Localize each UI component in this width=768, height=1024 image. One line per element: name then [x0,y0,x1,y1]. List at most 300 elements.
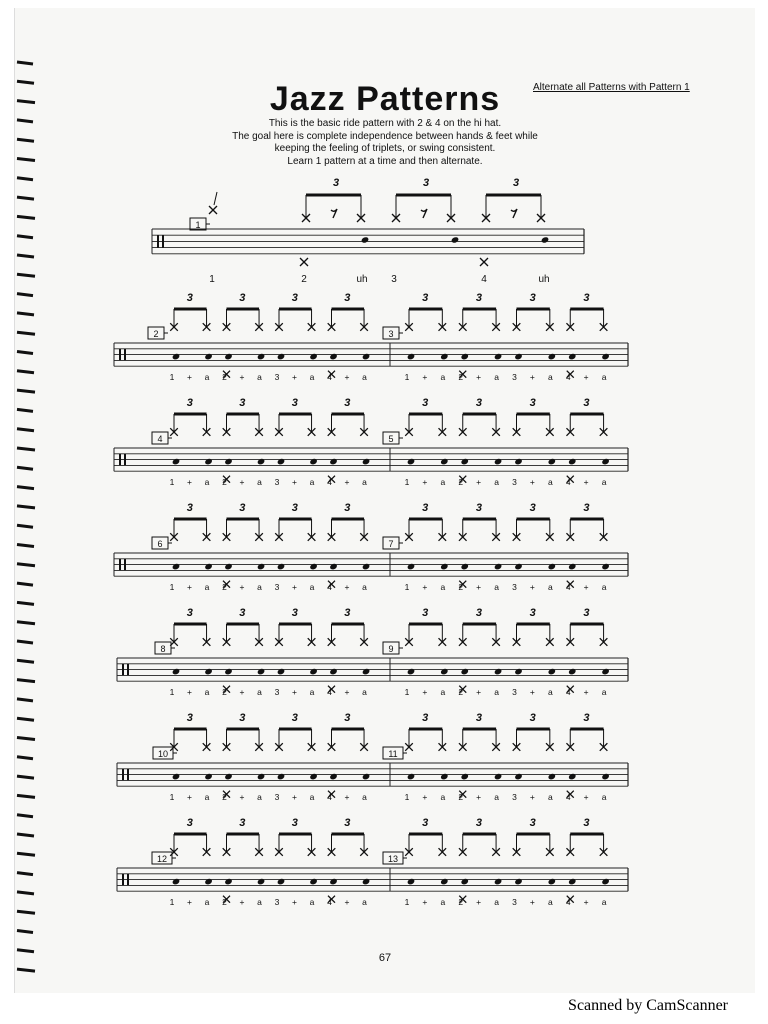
count-label: a [309,372,315,382]
pattern-number: 5 [388,434,394,444]
pattern-number: 6 [157,539,163,549]
count-label: + [292,582,297,592]
percussion-clef-bar [124,349,126,361]
snare-note [362,563,371,571]
pattern-number: 3 [388,329,394,339]
count-label: 2 [458,372,464,382]
count-label: + [583,687,589,697]
pattern-number: 10 [157,749,169,759]
count-label: 1 [169,372,175,382]
snare-note [460,773,469,781]
snare-note [601,353,610,361]
count-label: a [440,582,446,592]
snare-note [407,773,416,781]
count-label: 2 [222,687,227,697]
count-label: 1 [169,582,175,592]
scanner-credit: Scanned by CamScanner [568,997,728,1014]
snare-note [494,563,503,571]
snare-note [440,668,449,676]
triplet-mark: 3 [529,292,536,304]
snare-note [257,353,266,361]
count-label: a [440,897,446,907]
percussion-clef-bar [122,664,124,676]
count-label: 3 [274,582,280,592]
count-label: 2 [301,274,307,285]
snare-note [494,878,503,886]
snare-note [224,458,233,466]
snare-note [204,878,213,886]
count-label: + [529,792,535,802]
count-label: + [239,477,245,487]
count-label: 1 [404,687,410,697]
snare-note [309,563,318,571]
snare-note [329,773,338,781]
count-label: 1 [404,372,410,382]
pattern-number: 8 [160,644,166,654]
count-label: 3 [274,897,280,907]
page-title: Jazz Patterns [269,80,501,118]
snare-note [277,458,286,466]
count-label: 2 [458,897,464,907]
count-label: + [583,582,589,592]
count-label: a [257,477,262,487]
snare-note [277,668,286,676]
count-label: 1 [169,792,175,802]
snare-note [440,353,449,361]
intro-line: The goal here is complete independence between hands & feet while [232,130,538,142]
count-label: + [292,477,297,487]
count-label: 2 [458,582,464,592]
triplet-mark: 3 [186,502,193,514]
intro-line: Learn 1 pattern at a time and then alternate. [287,155,483,167]
count-label: a [257,582,262,592]
count-label: 3 [512,582,517,592]
snare-note [407,878,416,886]
count-label: 4 [565,582,571,592]
snare-note [514,563,523,571]
triplet-mark: 3 [291,712,298,724]
count-label: + [422,687,428,697]
alternate-note: Alternate all Patterns with Pattern 1 [533,82,690,93]
count-label: 3 [274,687,280,697]
triplet-mark: 3 [529,817,536,829]
count-label: + [476,477,482,487]
snare-note [601,773,610,781]
snare-note [514,458,523,466]
ride-x-note [209,206,217,214]
count-label: + [292,687,297,697]
snare-note [172,773,181,781]
count-label: 2 [222,372,227,382]
count-label: 3 [512,792,517,802]
count-label: 4 [327,897,332,907]
triplet-mark: 3 [239,817,246,829]
triplet-mark: 3 [291,292,298,304]
triplet-mark: 3 [291,607,298,619]
count-label: a [257,687,262,697]
count-label: + [187,477,192,487]
snare-note [451,236,460,244]
count-label: + [422,897,428,907]
count-label: 2 [458,792,464,802]
snare-note [407,458,416,466]
count-label: + [476,792,482,802]
count-label: a [204,372,210,382]
percussion-clef-bar [122,769,124,781]
count-label: a [257,792,262,802]
snare-note [547,353,556,361]
snare-note [547,563,556,571]
snare-note [460,878,469,886]
snare-note [361,236,370,244]
triplet-mark: 3 [583,817,590,829]
count-label: a [601,687,607,697]
count-label: 3 [512,372,517,382]
count-label: + [239,582,245,592]
triplet-mark: 3 [186,397,193,409]
count-label: 1 [404,477,410,487]
percussion-clef-bar [157,235,159,247]
count-label: + [344,897,350,907]
count-label: 1 [209,274,215,285]
triplet-mark: 3 [239,502,246,514]
triplet-mark: 3 [583,607,590,619]
count-label: + [239,372,245,382]
count-label: + [239,687,245,697]
snare-note [601,878,610,886]
snare-note [601,458,610,466]
snare-note [257,773,266,781]
count-label: 3 [391,274,397,285]
triplet-mark: 3 [239,397,246,409]
snare-note [440,878,449,886]
count-label: 4 [327,792,332,802]
snare-note [568,878,577,886]
snare-note [172,458,181,466]
page-number: 67 [378,952,392,964]
triplet-mark: 3 [475,397,482,409]
pattern-number: 2 [153,329,159,339]
count-label: a [309,477,315,487]
count-label: 3 [512,477,517,487]
snare-note [362,773,371,781]
snare-note [309,353,318,361]
snare-note [329,353,338,361]
count-label: a [362,477,367,487]
snare-note [329,878,338,886]
triplet-mark: 3 [291,817,298,829]
count-label: a [204,477,210,487]
percussion-clef-bar [127,769,129,781]
snare-note [224,773,233,781]
count-label: a [547,897,553,907]
count-label: a [494,372,499,382]
count-label: a [494,582,499,592]
triplet-mark: 3 [475,817,482,829]
snare-note [514,773,523,781]
count-label: + [422,372,428,382]
count-label: a [362,792,367,802]
triplet-mark: 3 [186,817,193,829]
percussion-clef-bar [124,454,126,466]
snare-note [460,668,469,676]
count-label: + [187,372,192,382]
count-label: + [476,372,482,382]
percussion-clef-bar [162,235,164,247]
triplet-mark: 3 [186,292,193,304]
snare-note [440,458,449,466]
count-label: 1 [169,687,175,697]
percussion-clef-bar [119,559,121,571]
eighth-rest [511,209,517,218]
count-label: a [601,477,607,487]
triplet-mark: 3 [239,607,246,619]
count-label: + [476,897,482,907]
count-label: a [440,477,446,487]
count-label: + [529,477,535,487]
triplet-mark: 3 [475,502,482,514]
count-label: + [476,582,482,592]
count-label: 2 [222,582,227,592]
snare-note [362,458,371,466]
count-label: 1 [169,897,175,907]
triplet-mark: 3 [186,607,193,619]
snare-note [224,878,233,886]
snare-note [277,773,286,781]
count-label: uh [538,274,550,285]
count-label: a [257,897,262,907]
count-label: + [239,792,245,802]
snare-note [309,878,318,886]
intro-line: keeping the feeling of triplets, or swing consistent. [274,143,496,154]
triplet-mark: 3 [422,607,429,619]
triplet-mark: 3 [422,292,429,304]
count-label: 4 [327,687,332,697]
snare-note [568,668,577,676]
count-label: a [309,582,315,592]
snare-note [204,773,213,781]
count-label: 3 [274,372,280,382]
triplet-mark: 3 [583,292,590,304]
count-label: 2 [458,477,464,487]
count-label: + [529,897,535,907]
count-label: a [362,372,367,382]
count-label: a [362,897,367,907]
count-label: a [547,687,553,697]
count-label: + [422,582,428,592]
count-label: 3 [512,687,517,697]
count-label: + [292,372,297,382]
count-label: a [547,372,553,382]
snare-note [362,878,371,886]
count-label: 4 [565,477,571,487]
snare-note [460,353,469,361]
count-label: a [362,687,367,697]
snare-note [362,668,371,676]
count-label: + [422,792,428,802]
triplet-mark: 3 [475,712,482,724]
snare-note [494,458,503,466]
triplet-mark: 3 [344,397,351,409]
triplet-mark: 3 [422,502,429,514]
snare-note [257,458,266,466]
triplet-mark: 3 [332,177,340,189]
count-label: 2 [222,792,227,802]
snare-note [257,563,266,571]
snare-note [514,668,523,676]
snare-note [514,353,523,361]
snare-note [309,458,318,466]
count-label: 4 [481,274,487,285]
snare-note [460,563,469,571]
count-label: 2 [222,897,227,907]
count-label: 3 [274,792,280,802]
percussion-clef-bar [127,874,129,886]
count-label: a [601,897,607,907]
snare-note [494,773,503,781]
snare-note [362,353,371,361]
count-label: + [292,897,297,907]
triplet-mark: 3 [344,607,351,619]
snare-note [277,353,286,361]
count-label: a [494,477,499,487]
count-label: a [494,897,499,907]
triplet-mark: 3 [475,607,482,619]
snare-note [494,668,503,676]
snare-note [329,458,338,466]
count-label: a [204,582,210,592]
snare-note [514,878,523,886]
count-label: 4 [565,897,571,907]
snare-note [547,878,556,886]
pattern-number: 11 [388,749,398,759]
snare-note [224,668,233,676]
count-label: a [494,687,499,697]
pattern-number: 4 [157,434,163,444]
count-label: 4 [565,372,571,382]
snare-note [407,353,416,361]
count-label: 4 [327,372,332,382]
eighth-rest [331,209,337,218]
snare-note [257,668,266,676]
triplet-mark: 3 [422,177,430,189]
intro-line: This is the basic ride pattern with 2 & 4 on the hi hat. [268,118,502,129]
triplet-mark: 3 [344,502,351,514]
triplet-mark: 3 [291,397,298,409]
triplet-mark: 3 [344,817,351,829]
triplet-mark: 3 [422,397,429,409]
count-label: + [529,582,535,592]
snare-note [204,458,213,466]
count-label: 4 [327,582,332,592]
count-label: 1 [404,582,410,592]
count-label: + [187,582,192,592]
triplet-mark: 3 [583,712,590,724]
triplet-mark: 3 [529,397,536,409]
pattern-number: 7 [388,539,394,549]
count-label: + [344,372,350,382]
percussion-clef-bar [127,664,129,676]
count-label: a [204,897,210,907]
staff [152,229,584,254]
triplet-mark: 3 [583,502,590,514]
snare-note [277,878,286,886]
count-label: 3 [274,477,280,487]
snare-note [568,773,577,781]
count-label: 1 [404,792,410,802]
triplet-mark: 3 [344,712,351,724]
snare-note [407,563,416,571]
count-label: a [309,792,315,802]
snare-note [224,353,233,361]
triplet-mark: 3 [529,712,536,724]
snare-note [568,458,577,466]
count-label: a [547,792,553,802]
snare-note [601,563,610,571]
snare-note [204,353,213,361]
count-label: 2 [222,477,227,487]
snare-note [547,458,556,466]
triplet-mark: 3 [239,292,246,304]
count-label: + [583,477,589,487]
snare-note [547,773,556,781]
snare-note [601,668,610,676]
snare-note [547,668,556,676]
triplet-mark: 3 [512,177,520,189]
snare-note [440,773,449,781]
snare-note [407,668,416,676]
snare-note [568,563,577,571]
snare-note [172,668,181,676]
percussion-clef-bar [119,349,121,361]
count-label: 1 [169,477,175,487]
count-label: a [601,372,607,382]
count-label: + [292,792,297,802]
count-label: + [583,372,589,382]
count-label: a [494,792,499,802]
hihat-foot-x [300,258,308,266]
count-label: + [476,687,482,697]
snare-note [460,458,469,466]
count-label: a [440,372,446,382]
hihat-foot-x [480,258,488,266]
triplet-mark: 3 [422,817,429,829]
count-label: + [344,687,350,697]
count-label: a [547,477,553,487]
count-label: a [547,582,553,592]
snare-note [172,563,181,571]
snare-note [329,563,338,571]
snare-note [568,353,577,361]
count-label: + [529,372,535,382]
count-label: a [601,582,607,592]
snare-note [309,773,318,781]
snare-note [541,236,550,244]
count-label: a [309,687,315,697]
snare-note [440,563,449,571]
count-label: + [187,897,192,907]
count-label: + [583,897,589,907]
count-label: 3 [512,897,517,907]
count-label: a [204,792,210,802]
note-stem [214,192,217,205]
count-label: a [204,687,210,697]
pattern-number: 1 [195,220,201,230]
triplet-mark: 3 [291,502,298,514]
count-label: a [601,792,607,802]
snare-note [224,563,233,571]
count-label: + [344,477,350,487]
